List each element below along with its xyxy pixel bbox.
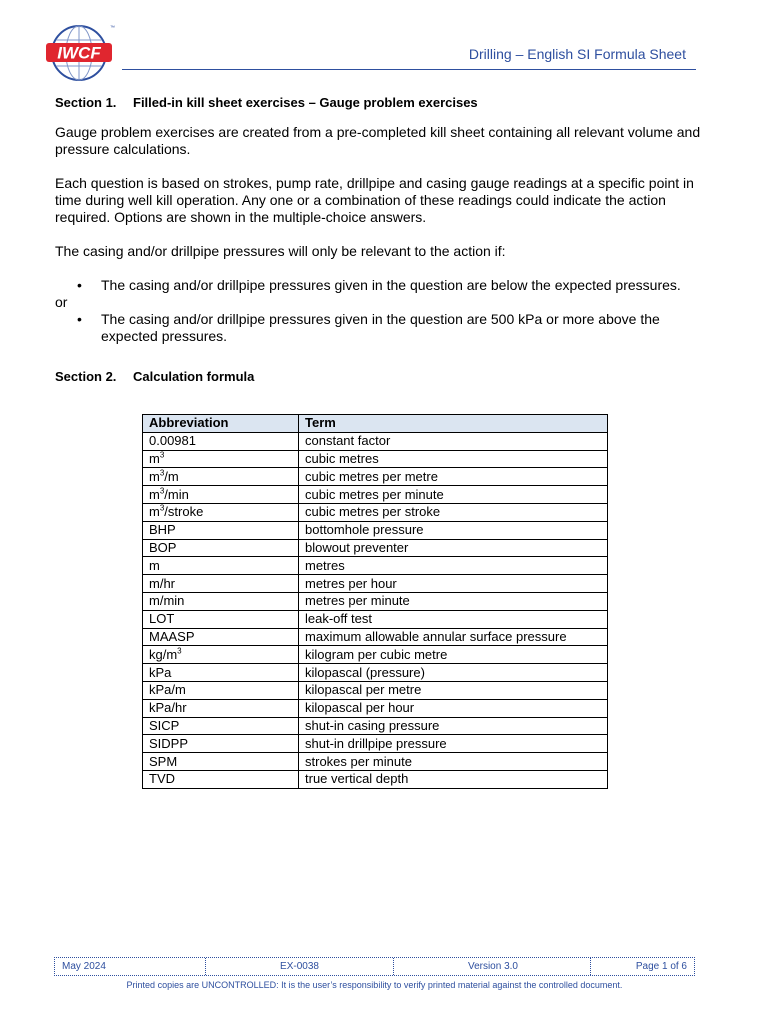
- trademark-mark: ™: [110, 25, 115, 31]
- section-1-title: Filled-in kill sheet exercises – Gauge problem exercises: [133, 95, 478, 110]
- logo-text: IWCF: [57, 43, 101, 63]
- term-cell: shut-in casing pressure: [299, 717, 608, 735]
- table-body: [143, 432, 608, 788]
- header-divider: [122, 69, 696, 70]
- list-item: • The casing and/or drillpipe pressures given in the question are 500 kPa or more above the expected pressures.: [55, 311, 705, 345]
- conditions-list-2: [55, 311, 705, 345]
- section-2-title: Calculation formula: [133, 369, 255, 384]
- term-cell: cubic metres per metre: [299, 468, 608, 486]
- header-title: Drilling – English SI Formula Sheet: [468, 46, 686, 62]
- term-cell: cubic metres: [299, 450, 608, 468]
- abbreviation-cell: kPa: [143, 664, 299, 682]
- abbreviation-cell: $m^3$: [143, 450, 299, 468]
- abbreviation-cell: $m^3$/stroke: [143, 503, 299, 521]
- term-cell: true vertical depth: [299, 770, 608, 788]
- table-row: [143, 503, 608, 521]
- term-cell: kilogram per cubic metre: [299, 646, 608, 664]
- column-header-abbreviation: Abbreviation: [143, 415, 299, 433]
- table-row: [143, 575, 608, 593]
- abbreviation-cell: MAASP: [143, 628, 299, 646]
- footer-disclaimer: Printed copies are UNCONTROLLED: It is the user’s responsibility to verify printed material against the controlled document.: [126, 980, 623, 990]
- abbreviation-cell: LOT: [143, 610, 299, 628]
- abbreviation-cell: SPM: [143, 753, 299, 771]
- abbreviation-cell: m: [143, 557, 299, 575]
- term-cell: constant factor: [299, 432, 608, 450]
- conditions-list: [55, 277, 705, 294]
- term-cell: bottomhole pressure: [299, 521, 608, 539]
- paragraph-1: Gauge problem exercises are created from a pre-completed kill sheet containing all relevant volume and pressure calculations.: [55, 124, 701, 157]
- footer-page-number: Page 1 of 6: [635, 961, 687, 972]
- term-cell: metres per hour: [299, 575, 608, 593]
- section-2-heading: [55, 368, 705, 385]
- paragraph-3: The casing and/or drillpipe pressures will only be relevant to the action if:: [55, 243, 506, 259]
- table-row: [143, 486, 608, 504]
- term-cell: kilopascal per metre: [299, 681, 608, 699]
- abbreviation-cell: BOP: [143, 539, 299, 557]
- abbreviation-cell: $m^3/\min$: [143, 486, 299, 504]
- footer-doc-id: EX-0038: [206, 958, 394, 975]
- table-row: [143, 628, 608, 646]
- term-cell: metres per minute: [299, 592, 608, 610]
- table-row: [143, 557, 608, 575]
- or-text: or: [55, 294, 68, 310]
- abbreviation-cell: BHP: [143, 521, 299, 539]
- term-cell: leak-off test: [299, 610, 608, 628]
- table-row: [143, 753, 608, 771]
- abbreviation-cell: 0.00981: [143, 432, 299, 450]
- table-row: [143, 521, 608, 539]
- table-row: [143, 770, 608, 788]
- table-row: [143, 432, 608, 450]
- abbreviation-cell: SICP: [143, 717, 299, 735]
- term-cell: cubic metres per stroke: [299, 503, 608, 521]
- abbreviation-cell: kPa/hr: [143, 699, 299, 717]
- term-cell: cubic metres per minute: [299, 486, 608, 504]
- table-row: [143, 735, 608, 753]
- abbreviation-cell: $m^3/m$: [143, 468, 299, 486]
- term-cell: blowout preventer: [299, 539, 608, 557]
- term-cell: kilopascal per hour: [299, 699, 608, 717]
- section-1-heading: [55, 94, 705, 111]
- table-header-row: [143, 415, 608, 433]
- footer-version: Version 3.0: [394, 958, 591, 975]
- abbreviation-cell: kPa/m: [143, 681, 299, 699]
- footer-date: May 2024: [55, 958, 206, 975]
- table-row: [143, 717, 608, 735]
- term-cell: shut-in drillpipe pressure: [299, 735, 608, 753]
- iwcf-logo: [44, 22, 114, 84]
- column-header-term: Term: [299, 415, 608, 433]
- list-item: • The casing and/or drillpipe pressures given in the question are below the expected pressures.: [55, 277, 705, 294]
- abbreviation-cell: m/min: [143, 592, 299, 610]
- table-row: [143, 681, 608, 699]
- footer-info-bar: [54, 957, 695, 976]
- main-content: [55, 94, 705, 385]
- paragraph-2: Each question is based on strokes, pump rate, drillpipe and casing gauge readings at a specific point in time during well kill operation. Any one or a combination of these readings could indicate the action required. Options are shown in the multiple-choice answers.: [55, 175, 694, 225]
- term-cell: maximum allowable annular surface pressure: [299, 628, 608, 646]
- abbreviation-cell: TVD: [143, 770, 299, 788]
- section-1-number: Section 1.: [55, 95, 117, 110]
- abbreviation-cell: m/hr: [143, 575, 299, 593]
- table-row: [143, 450, 608, 468]
- table-row: [143, 646, 608, 664]
- section-2-number: Section 2.: [55, 369, 117, 384]
- table-row: [143, 699, 608, 717]
- table-row: [143, 592, 608, 610]
- table-row: [143, 664, 608, 682]
- abbreviation-table: [142, 414, 608, 789]
- table-row: [143, 468, 608, 486]
- table-row: [143, 610, 608, 628]
- term-cell: kilopascal (pressure): [299, 664, 608, 682]
- abbreviation-cell: $kg/m^3$: [143, 646, 299, 664]
- table-row: [143, 539, 608, 557]
- term-cell: metres: [299, 557, 608, 575]
- term-cell: strokes per minute: [299, 753, 608, 771]
- abbreviation-cell: SIDPP: [143, 735, 299, 753]
